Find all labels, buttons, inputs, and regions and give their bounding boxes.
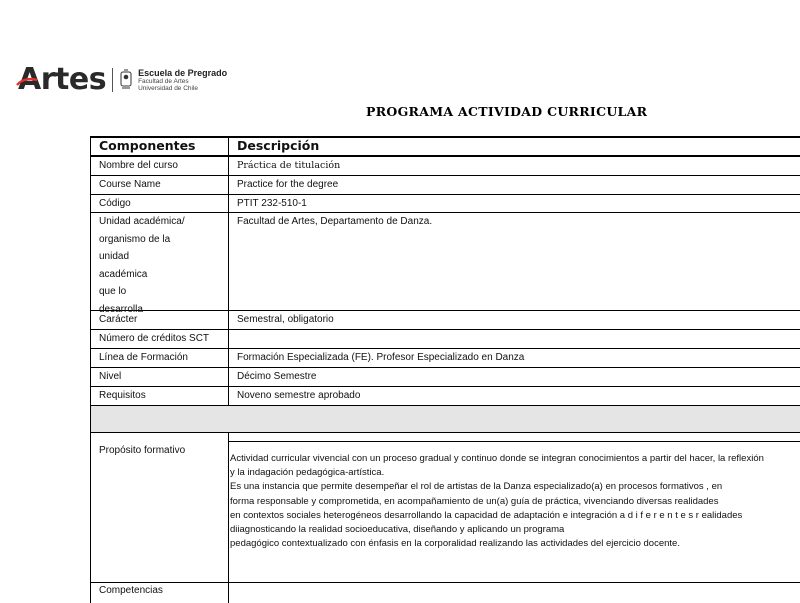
university-seal-icon: [119, 69, 133, 91]
row-value: Semestral, obligatorio: [237, 314, 334, 325]
purpose-label: Propósito formativo: [99, 445, 186, 456]
row-value: Facultad de Artes, Departamento de Danza.: [237, 216, 433, 227]
row-value: Formación Especializada (FE). Profesor Especializado en Danza: [237, 352, 525, 363]
logo-text: [138, 68, 227, 92]
row-label: Carácter: [99, 314, 138, 325]
table-row: [90, 157, 800, 176]
table-row: [90, 176, 800, 195]
header-descripcion: Descripción: [237, 138, 320, 153]
table-header: [90, 136, 800, 157]
logo-word-text: Artes: [18, 62, 107, 97]
table-row: [90, 387, 800, 406]
logo-separator: [112, 68, 113, 92]
row-value: Practice for the degree: [237, 179, 339, 190]
page-title: PROGRAMA ACTIVIDAD CURRICULAR: [366, 104, 648, 119]
table-row: [90, 368, 800, 387]
university-name: Universidad de Chile: [138, 85, 199, 92]
row-label: Nombre del curso: [99, 160, 178, 171]
curriculum-table: [90, 136, 800, 603]
school-name: Escuela de Pregrado: [138, 68, 228, 78]
competencias-row: [90, 583, 800, 603]
section-separator: [90, 406, 800, 433]
purpose-description: Actividad curricular vivencial con un proceso gradual y continuo donde se integran conocimientos a partir del hacer, la reflexión y la indagación pedagógica-artística. Es una instancia que permite desempeñar el rol de artistas de la Danza especializado(a) en procesos formativos , en forma responsable y comprometida, en acompañamiento de un(a) guía de práctica, vivenciando diversas realidades en contextos sociales heterogéneos desarrollando la capacidad de adaptación e integración a d i f e r e n t e s r ealidades diiagnosticando la realidad socioeducativa, diseñando y aplicando un programa pedagógico contextualizado con énfasis en la corporalidad realizando las actividades del ejercicio docente.: [230, 453, 764, 550]
row-value: Noveno semestre aprobado: [237, 390, 361, 401]
row-label: Número de créditos SCT: [99, 333, 210, 344]
row-value: PTIT 232-510-1: [237, 198, 307, 209]
purpose-row: [90, 433, 800, 583]
row-label: Nivel: [99, 371, 122, 382]
table-row: [90, 195, 800, 213]
table-row: [90, 213, 800, 315]
row-value: Décimo Semestre: [237, 371, 317, 382]
artes-logo: [18, 62, 227, 98]
table-row: [90, 311, 800, 330]
logo-swoosh-icon: [16, 77, 38, 87]
row-label: Requisitos: [99, 390, 146, 401]
row-label: Código: [99, 198, 131, 209]
table-row: [90, 349, 800, 368]
competencias-label: Competencias: [99, 585, 163, 596]
faculty-name: Facultad de Artes: [138, 78, 189, 85]
row-value: Práctica de titulación: [237, 160, 341, 171]
header-componentes: Componentes: [99, 138, 196, 153]
row-label: Course Name: [99, 179, 161, 190]
row-label: Línea de Formación: [99, 352, 188, 363]
table-row: [90, 330, 800, 349]
row-label: Unidad académica/ organismo de la unidad académica que lo desarrolla: [99, 216, 185, 315]
logo-word: [18, 62, 106, 98]
